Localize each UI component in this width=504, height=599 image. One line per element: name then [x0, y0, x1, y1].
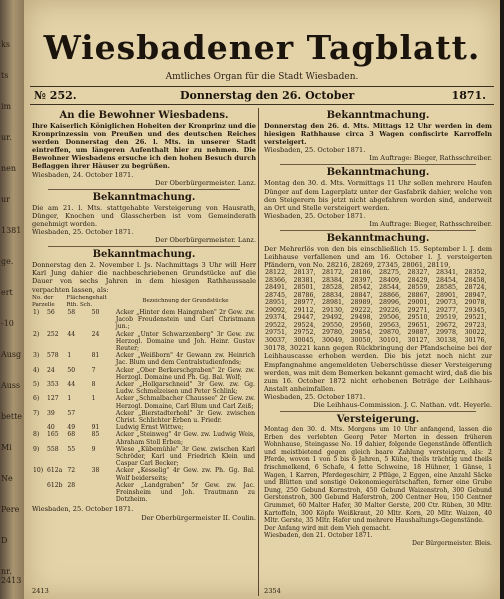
pledge-number: 28947,: [464, 291, 487, 299]
footer-id: 2354: [264, 587, 281, 595]
table-cell-parz: 558: [47, 445, 59, 453]
table-cell-desc: Acker „Kesselig" 4r Gew. zw. Ph. Gg. Bal. Wolf beiderseits;: [115, 467, 255, 482]
table-cell-f: 1: [91, 395, 96, 403]
pledge-number: 28996,: [379, 299, 402, 307]
table-cell-f: 81: [91, 352, 100, 360]
pledge-number: 30101,: [379, 336, 402, 344]
pledge-number: 28989,: [350, 299, 373, 307]
table-cell-size: 44: [67, 381, 76, 389]
pledge-number: 28542,: [350, 284, 373, 292]
notice-heading: Bekanntmachung.: [326, 167, 430, 179]
margin-fragment: 1381: [1, 226, 22, 235]
table-cell-size: 50: [67, 366, 76, 374]
pledge-number: 29001,: [407, 299, 430, 307]
pledge-number: 30022,: [464, 329, 487, 337]
masthead-title: Wiesbadener Tagblatt.: [43, 28, 481, 67]
pledge-number: 29447,: [293, 314, 316, 322]
table-cell-desc: Acker „Ober Berkerschgraben" 2r Gew. zw. Herzogl. Domaine und Ph. Gg. Bal. Wolf;: [115, 366, 255, 381]
pledge-number: 28409,: [379, 276, 402, 284]
table-cell-size: 44: [67, 330, 76, 338]
pledge-number: 29651,: [407, 321, 430, 329]
pledge-number: 28977,: [293, 299, 316, 307]
notice-place-date: Wiesbaden, den 21. October 1871.: [264, 532, 373, 540]
pledge-number: 28501,: [293, 284, 316, 292]
table-cell-f: 91: [91, 424, 100, 432]
number-row: [264, 307, 492, 315]
pledge-number: 28901,: [436, 291, 459, 299]
pledge-number: 28544,: [379, 284, 402, 292]
table-cell-desc: Acker „Bierstadterhohl" 3r Gew. zwischen Christ. Schlichter Erben u. Friedr.: [115, 409, 255, 425]
margin-fragment: Auss: [1, 381, 21, 390]
number-row: [264, 284, 492, 292]
pledge-number: 29222,: [350, 306, 373, 314]
pledge-number: 29073,: [436, 299, 459, 307]
table-cell-f: 24: [91, 330, 100, 338]
notice-heading: Bekanntmachung.: [326, 233, 430, 245]
notice-place-date: Wiesbaden, 25. October 1871.: [264, 211, 366, 220]
pledge-number: 30127,: [407, 336, 430, 344]
newspaper-page: [24, 0, 500, 599]
notice-place-date: Wiesbaden, 25. October 1871.: [264, 146, 366, 155]
pledge-number: 29345,: [464, 306, 487, 314]
margin-fragment: D: [1, 536, 8, 545]
pledge-number: 30138,: [436, 336, 459, 344]
pledge-number: 29522,: [265, 321, 288, 329]
pledge-number: 29752,: [293, 329, 316, 337]
table-cell-parz: 165: [47, 431, 59, 439]
pledge-number: 29092,: [265, 306, 288, 314]
pledge-number: 28559,: [407, 284, 430, 292]
pledge-number: 28585,: [436, 284, 459, 292]
pledge-number: 28381,: [293, 276, 316, 284]
number-row: [264, 299, 492, 307]
issue-number: № 252.: [34, 89, 77, 102]
pledge-number: 29672,: [436, 321, 459, 329]
issue-date: Donnerstag den 26. October: [180, 89, 355, 102]
pledge-number: 29277,: [436, 306, 459, 314]
margin-fragment: -10: [1, 319, 14, 328]
table-cell-no: 2): [33, 330, 40, 338]
table-cell-parz: 612a: [47, 467, 63, 475]
table-row: [32, 467, 256, 481]
table-row: [32, 410, 256, 424]
pledge-number: 29550,: [322, 321, 345, 329]
table-cell-f: 7: [91, 366, 96, 374]
pledge-number: 29498,: [350, 314, 373, 322]
notice-heading: An die Bewohner Wiesbadens.: [59, 110, 229, 121]
notice-body: Ihre Kaiserlich Königlichen Hoheiten der Kronprinz und die Kronprinzessin von Preußen und des deutschen Reiches werden Donnerstag den 26. l. Mts. in unserer Stadt eintreffen, um längeren Aufenthalt hier zu nehmen. Die Bewohner Wiesbadens ersuche ich den hohen Besuch durch Beflaggen ihrer Häuser zu begrüßen.: [32, 122, 256, 171]
table-cell-desc: Ludwig Ernst Wittwe;: [115, 424, 184, 432]
pledge-number: 28981,: [322, 299, 345, 307]
table-cell-desc: Acker „Steinweg" 4r Gew. zw. Ludwig Weis, Abraham Stoll Erben;: [115, 431, 255, 446]
pledge-number-table: [264, 269, 492, 344]
table-cell-no: [32, 482, 46, 504]
notice-body: Die am 21. l. Mts. stattgehabte Versteigerung von Hausrath, Dünger, Knochen und Glasscherben ist vom Gemeinderath genehmigt worden.: [32, 203, 256, 228]
pledge-number: 28745,: [265, 291, 288, 299]
pledge-number: 28867,: [407, 291, 430, 299]
pledge-number: 30050,: [350, 336, 373, 344]
pledge-number: 30045,: [293, 336, 316, 344]
table-cell-f: 85: [91, 431, 100, 439]
table-cell-size: 49: [67, 424, 76, 432]
number-row: [264, 269, 492, 277]
notice-body: Donnerstag den 2. November l. Js. Nachmittags 3 Uhr will Herr Karl Jung dahier die nachbeschriebenen Grundstücke auf die Dauer von sechs Jahren in dem hiesigen Rathhaussaale verpachten lassen, als:: [32, 261, 256, 294]
pledge-number: 28458,: [464, 276, 487, 284]
table-cell-parz: 578: [47, 352, 59, 360]
table-cell-parz: 127: [47, 395, 59, 403]
number-row: [264, 337, 492, 345]
pledge-number: 29870,: [379, 329, 402, 337]
pledge-number: 29506,: [379, 314, 402, 322]
pledge-number: 29271,: [407, 306, 430, 314]
number-row: [264, 277, 492, 285]
pledge-number: 30049,: [322, 336, 345, 344]
notice-body: Montag den 30. d. Mts. Vormittags 11 Uhr sollen mehrere Haufen Dünger auf dem Lagerplatz unter der Gasfabrik dahier, welche von den Steigerern bis jetzt nicht abgefahren worden sind, anderweit an Ort und Stelle versteigert werden.: [264, 179, 492, 212]
page-edge: [500, 0, 504, 599]
pledge-number: 29510,: [407, 314, 430, 322]
table-cell-parz: 39: [47, 409, 55, 417]
margin-fragment: Ausg: [1, 350, 22, 359]
pledge-number: 29519,: [436, 314, 459, 322]
margin-fragment: nr. 2413: [1, 567, 22, 585]
table-cell-parz: 40: [47, 424, 55, 432]
table-row: [32, 309, 256, 331]
pledge-number: 28327,: [407, 269, 430, 277]
table-cell-no: 8): [33, 431, 40, 439]
table-row: [32, 331, 256, 353]
column-divider: [258, 108, 259, 596]
table-row: [32, 482, 256, 504]
table-cell-desc: Acker „Unter Schwarzenberg" 3r Gew. zw. Herzogl. Domaine und Joh. Heinr. Gustav Reuter;: [115, 330, 255, 353]
table-cell-no: 5): [33, 381, 40, 389]
pledge-number: 28137,: [293, 269, 316, 277]
top-rule: [30, 86, 494, 87]
issue-year: 1871.: [451, 89, 486, 102]
pledge-number: 28454,: [436, 276, 459, 284]
notice-signature: Der Oberbürgermeister II. Coulin.: [141, 513, 256, 522]
pledge-number: 30176,: [464, 336, 487, 344]
pledge-number: 28951,: [265, 299, 288, 307]
number-row: [264, 329, 492, 337]
notice-body: Donnerstag den 26. d. Mts. Mittags 12 Uhr werden in dem hiesigen Rathhause circa 3 Wagen confiscirte Karroffeln versteigert.: [264, 122, 492, 147]
table-header-cell: Bezeichnung der Grundstücke: [142, 298, 229, 305]
margin-fragment: ge.: [1, 257, 14, 266]
parcel-table: [32, 295, 256, 504]
table-cell-size: 28: [67, 481, 76, 489]
pledge-number: 29112,: [293, 306, 316, 314]
pledge-number: 29492,: [322, 314, 345, 322]
table-cell-f: 50: [91, 309, 100, 316]
notice-separator: [48, 246, 240, 247]
masthead-subtitle: Amtliches Organ für die Stadt Wiesbaden.: [165, 72, 359, 82]
table-cell-no: 7): [33, 409, 40, 417]
left-column: [32, 108, 256, 596]
table-cell-parz: 24: [47, 366, 55, 374]
table-cell-no: 4): [33, 366, 40, 374]
pledge-number: 28366,: [265, 276, 288, 284]
table-cell-desc: Acker „Schmalbacher Chaussee" 2r Gew. zw. Herzogl. Domaine, Carl Blum und Carl Zeiß;: [115, 395, 255, 410]
table-header: [32, 295, 256, 309]
table-header-cell: No. der Parzelle: [32, 294, 55, 308]
pledge-number: 29751,: [265, 329, 288, 337]
pledge-number: 28866,: [379, 291, 402, 299]
number-row: [264, 314, 492, 322]
margin-fragment: ur.: [1, 133, 12, 142]
table-cell-f: [91, 482, 115, 504]
margin-fragment: nen: [1, 164, 17, 173]
table-cell-f: 38: [91, 467, 100, 475]
pledge-number: 29978,: [436, 329, 459, 337]
margin-fragment: Ne: [1, 474, 13, 483]
pledge-number: 29078,: [464, 299, 487, 307]
number-row: [264, 292, 492, 300]
table-cell-desc: Acker „Hollgarschneid" 3r Gew. zw. Gg. Ludw. Schmelzeisen und Peter Schlink;: [115, 381, 255, 396]
notice-separator: [280, 230, 476, 231]
table-row: [32, 352, 256, 366]
pledge-number: 28122,: [265, 269, 288, 277]
notice-body: Der Anfang wird mit dem Vieh gemacht.: [264, 524, 391, 532]
pledge-number: 29524,: [293, 321, 316, 329]
right-column: [264, 108, 492, 596]
table-cell-no: [32, 424, 46, 431]
table-row: [32, 367, 256, 381]
table-header-cell: Flächengehalt Rth. Sch.: [66, 294, 107, 308]
table-cell-desc: Acker „Landgraben" 5r Gew. zw. Jac. Freinsheim und Joh. Trautmann zu Dotzheim.: [115, 481, 255, 504]
number-row: [264, 322, 492, 330]
pledge-number: 29854,: [350, 329, 373, 337]
issue-line: [34, 89, 490, 103]
notice-body: 30178, 30221 kann gegen Rückbringung der Pfandscheine bei der Leihhauscasse erhoben werden. Die bis jetzt noch nicht zur Empfangnahme angemeldeten Ueberschüsse dieser Versteigerung werden, was mit dem Bemerken bekannt gemacht wird, daß die bis zum 16. October 1872 nicht erhobenen Beträge der Leihhaus-Anstalt anheimfallen.: [264, 344, 492, 393]
table-cell-f: 9: [91, 445, 96, 453]
pledge-number: 28341,: [436, 269, 459, 277]
table-row: [32, 446, 256, 468]
margin-fragment: bette: [1, 412, 23, 421]
table-cell-size: 58: [67, 309, 76, 316]
left-margin-fragments: [0, 0, 24, 599]
pledge-number: 28847,: [350, 291, 373, 299]
table-cell-size: 55: [67, 445, 76, 453]
pledge-number: 28429,: [407, 276, 430, 284]
pledge-number: 28528,: [322, 284, 345, 292]
table-cell-size: 1: [67, 395, 72, 403]
margin-fragment: im: [1, 102, 12, 111]
notice-signature: Im Auftrage: Bieger, Rathsschreiber.: [369, 154, 492, 163]
notice-signature: Im Auftrage: Bieger, Rathsschreiber.: [369, 219, 492, 228]
pledge-number: 29780,: [322, 329, 345, 337]
pledge-number: 29560,: [350, 321, 373, 329]
pledge-number: 29723,: [464, 321, 487, 329]
notice-place-date: Wiesbaden, 25. October 1871.: [264, 392, 366, 401]
pledge-number: 30037,: [265, 336, 288, 344]
margin-fragment: ts: [1, 71, 9, 80]
table-row: [32, 395, 256, 409]
footer-id: 2413: [32, 587, 49, 595]
notice-place-date: Wiesbaden, 25. October 1871.: [32, 505, 134, 514]
pledge-number: 28491,: [265, 284, 288, 292]
notice-signature: Der Oberbürgermeister. Lanz.: [155, 236, 256, 245]
notice-heading: Bekanntmachung.: [92, 191, 196, 203]
table-cell-f: [91, 410, 115, 424]
table-cell-desc: Acker „Hinter dem Haingraben" 2r Gew. zw. Jacob Freudenstein und Carl Christmann jun.;: [115, 309, 255, 331]
notice-separator: [280, 411, 476, 412]
table-cell-f: 8: [91, 381, 96, 389]
margin-fragment: Pere: [1, 505, 20, 514]
margin-fragment: Mi: [1, 443, 12, 452]
pledge-number: 29226,: [379, 306, 402, 314]
table-cell-parz: 612b: [47, 481, 63, 489]
notice-place-date: Wiesbaden, 24. October 1871.: [32, 170, 134, 179]
pledge-number: 28352,: [464, 269, 487, 277]
notice-separator: [280, 164, 476, 165]
pledge-number: 28384,: [322, 276, 345, 284]
pledge-number: 29374,: [265, 314, 288, 322]
notice-signature: Der Oberbürgermeister. Lanz.: [155, 178, 256, 187]
table-cell-no: 9): [33, 445, 40, 453]
table-row: [32, 431, 256, 445]
pledge-number: 28186,: [350, 269, 373, 277]
notice-body: Montag den 30. d. Mts. Morgens um 10 Uhr anfangend, lassen die Erben des verlebten Georg Peter Merten in dessen früheren Wohnhause, Steingasse No. 19 dahier, folgende Gegenstände öffentlich und meistbietend gegen gleich baare Zahlung versteigern, als: 2 Pferde, wovon 1 von 5 bis 6 Jahren, 5 Kühe, theils trächtig und theils frischmelkend, 6 Schafe, 4 fette Schweine, 18 Hühner, 1 Gänse, 1 Wagen, 1 Karren, Pferdegeschirr, 2 Pflüge, 2 Eggen, eine Anzahl Säcke und Blütten und sonstige Oekonomiegerätschaften, ferner eine Grube Dung, 250 Gebund Kornstroh, 450 Gebund Waizenstroh, 300 Gebund Gerstenstroh, 300 Gebund Haferstroh, 200 Centner Heu, 150 Centner Grummet, 60 Malter Hafer, 30 Malter Gerste, 200 Ctr. Rüben, 30 Mltr. Kartoffeln, 300 Köpfe Weißkraut, 20 Mltr. Korn, 20 Mltr. Waizen, 40 Mltr. Gerste, 35 Mltr. Hafer und mehrere Haushaltungs-Gegenstände.: [264, 426, 492, 525]
table-cell-no: 6): [33, 395, 40, 403]
notice-place-date: Wiesbaden, 25. October 1871.: [32, 228, 134, 237]
table-cell-no: 3): [33, 352, 40, 360]
notice-heading: Bekanntmachung.: [326, 110, 430, 121]
pledge-number: 28786,: [293, 291, 316, 299]
pledge-number: 29887,: [407, 329, 430, 337]
table-cell-parz: 56: [47, 309, 55, 316]
notice-signature: Der Bürgermeister. Bleis.: [412, 539, 492, 547]
notice-separator: [48, 189, 240, 190]
table-cell-size: 57: [67, 409, 76, 417]
pledge-number: 28397,: [350, 276, 373, 284]
margin-fragment: ks: [1, 40, 10, 49]
table-cell-parz: 353: [47, 381, 59, 389]
margin-fragment: ert: [1, 288, 13, 297]
pledge-number: 29563,: [379, 321, 402, 329]
table-cell-size: 72: [67, 467, 76, 475]
table-cell-size: 1: [67, 352, 72, 360]
pledge-number: 29521,: [464, 314, 487, 322]
table-cell-desc: Acker „Weißborn" 4r Gewann zw. Heinrich Jac. Blum und dem Centralstudienfonds;: [115, 352, 255, 367]
pledge-number: 29130,: [322, 306, 345, 314]
pledge-number: 28724,: [464, 284, 487, 292]
notice-signature: Die Leihhaus-Commission. J. C. Nathan. vdt. Heyerle.: [313, 400, 492, 409]
margin-fragment: ur: [1, 195, 10, 204]
notice-heading: Versteigerung.: [336, 414, 420, 426]
pledge-number: 28275,: [379, 269, 402, 277]
table-cell-no: 10): [33, 467, 44, 475]
table-cell-no: 1): [33, 309, 40, 316]
table-cell-size: 68: [67, 431, 76, 439]
notice-body: Der Mehrerlös von den bis einschließlich 15. September l. J. dem Leihhause verfallenen und am 16. October l. J. versteigerten Pfändern, von No. 28216, 28269, 27345, 28061, 28119,: [264, 245, 492, 270]
table-row: [32, 381, 256, 395]
table-row: [32, 424, 256, 431]
issue-rule: [30, 104, 494, 105]
pledge-number: 28172,: [322, 269, 345, 277]
table-cell-desc: Wiese „Kübemühle" 3r Gew. zwischen Karl Schröder, Karl und Friedrich Klein und Caspar Carl Becker;: [115, 445, 255, 468]
pledge-number: 28834,: [322, 291, 345, 299]
table-cell-parz: 252: [47, 330, 59, 338]
notice-heading: Bekanntmachung.: [92, 249, 196, 261]
